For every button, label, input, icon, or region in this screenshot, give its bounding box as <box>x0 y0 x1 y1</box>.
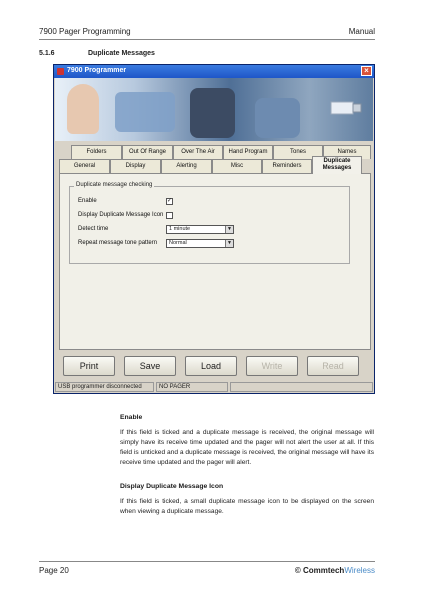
enable-label: Enable <box>78 198 97 204</box>
chevron-down-icon[interactable]: ▼ <box>225 226 233 233</box>
copyright <box>295 566 375 575</box>
page-header <box>39 27 375 40</box>
icon-heading: Display Duplicate Message Icon <box>120 483 224 490</box>
icon-section <box>120 482 374 517</box>
banner-nurse <box>67 84 99 134</box>
window-titlebar[interactable] <box>54 65 374 78</box>
tab-names[interactable]: Names <box>323 145 371 159</box>
enable-heading: Enable <box>120 414 143 421</box>
copyright-owner: © Commtech <box>294 566 345 575</box>
window-title: 7900 Programmer <box>67 67 127 74</box>
status-empty <box>230 382 373 392</box>
tab-over-the-air[interactable]: Over The Air <box>173 145 223 159</box>
banner-image <box>55 78 373 141</box>
app-icon <box>57 68 64 75</box>
page-footer <box>39 561 375 576</box>
repeat-tone-value: Normal <box>169 240 187 246</box>
load-label: Load <box>200 361 222 371</box>
banner-staff <box>115 92 175 132</box>
write-label: Write <box>261 361 283 371</box>
programmer-window <box>53 64 375 394</box>
close-button[interactable]: × <box>361 66 372 76</box>
tab-folders[interactable]: Folders <box>71 145 122 159</box>
section-number: 5.1.6 <box>39 50 55 57</box>
tab-hand-program[interactable]: Hand Program <box>223 145 273 159</box>
banner-worker <box>190 88 235 138</box>
enable-checkbox[interactable]: ✓ <box>167 198 173 204</box>
read-button[interactable] <box>307 356 359 376</box>
icon-text: If this field is ticked, a small duplicate message icon to be displayed on the screen when viewing a duplicate message. <box>120 498 374 515</box>
duplicate-check-group <box>69 182 350 264</box>
copyright-brand: Wireless <box>344 566 375 575</box>
enable-section <box>120 413 374 468</box>
load-button[interactable] <box>185 356 237 376</box>
header-right: Manual <box>348 27 375 36</box>
save-label: Save <box>139 361 161 371</box>
tab-duplicate-messages[interactable]: Duplicate Messages <box>312 156 362 174</box>
save-button[interactable] <box>124 356 176 376</box>
detect-time-label: Detect time <box>78 226 109 232</box>
status-connection: USB programmer disconnected <box>55 382 154 392</box>
tab-alerting[interactable]: Alerting <box>161 159 212 173</box>
page-number: Page 20 <box>39 566 69 575</box>
usb-icon <box>325 88 365 128</box>
detect-time-select[interactable] <box>166 225 234 234</box>
display-icon-label: Display Duplicate Message Icon <box>78 212 164 218</box>
tab-display[interactable]: Display <box>110 159 161 173</box>
status-bar <box>55 382 373 392</box>
tab-general[interactable]: General <box>59 159 110 173</box>
button-bar <box>57 356 373 380</box>
read-label: Read <box>322 361 344 371</box>
detect-time-value: 1 minute <box>169 226 191 232</box>
write-button[interactable] <box>246 356 298 376</box>
repeat-tone-label: Repeat message tone pattern <box>78 240 158 246</box>
print-button[interactable] <box>63 356 115 376</box>
group-title: Duplicate message checking <box>76 182 153 188</box>
tab-panel <box>59 173 371 350</box>
repeat-tone-select[interactable] <box>166 239 234 248</box>
tab-reminders[interactable]: Reminders <box>262 159 312 173</box>
section-title: Duplicate Messages <box>88 50 155 57</box>
status-pager: NO PAGER <box>156 382 228 392</box>
tab-misc[interactable]: Misc <box>212 159 262 173</box>
tab-out-of-range[interactable]: Out Of Range <box>122 145 173 159</box>
tab-tones[interactable]: Tones <box>273 145 323 159</box>
print-label: Print <box>79 361 99 371</box>
header-title: 7900 Pager Programming <box>39 27 131 36</box>
chevron-down-icon[interactable]: ▼ <box>225 240 233 247</box>
display-icon-checkbox[interactable] <box>166 212 173 219</box>
enable-text: If this field is ticked and a duplicate message is received, the original message will simply have its receive time updated and the pager will not alert the user at all. If this field is unticked and a duplicate message is received, the original message will have its receive time updated and the pager will alert. <box>120 429 374 466</box>
banner-team <box>255 98 300 138</box>
